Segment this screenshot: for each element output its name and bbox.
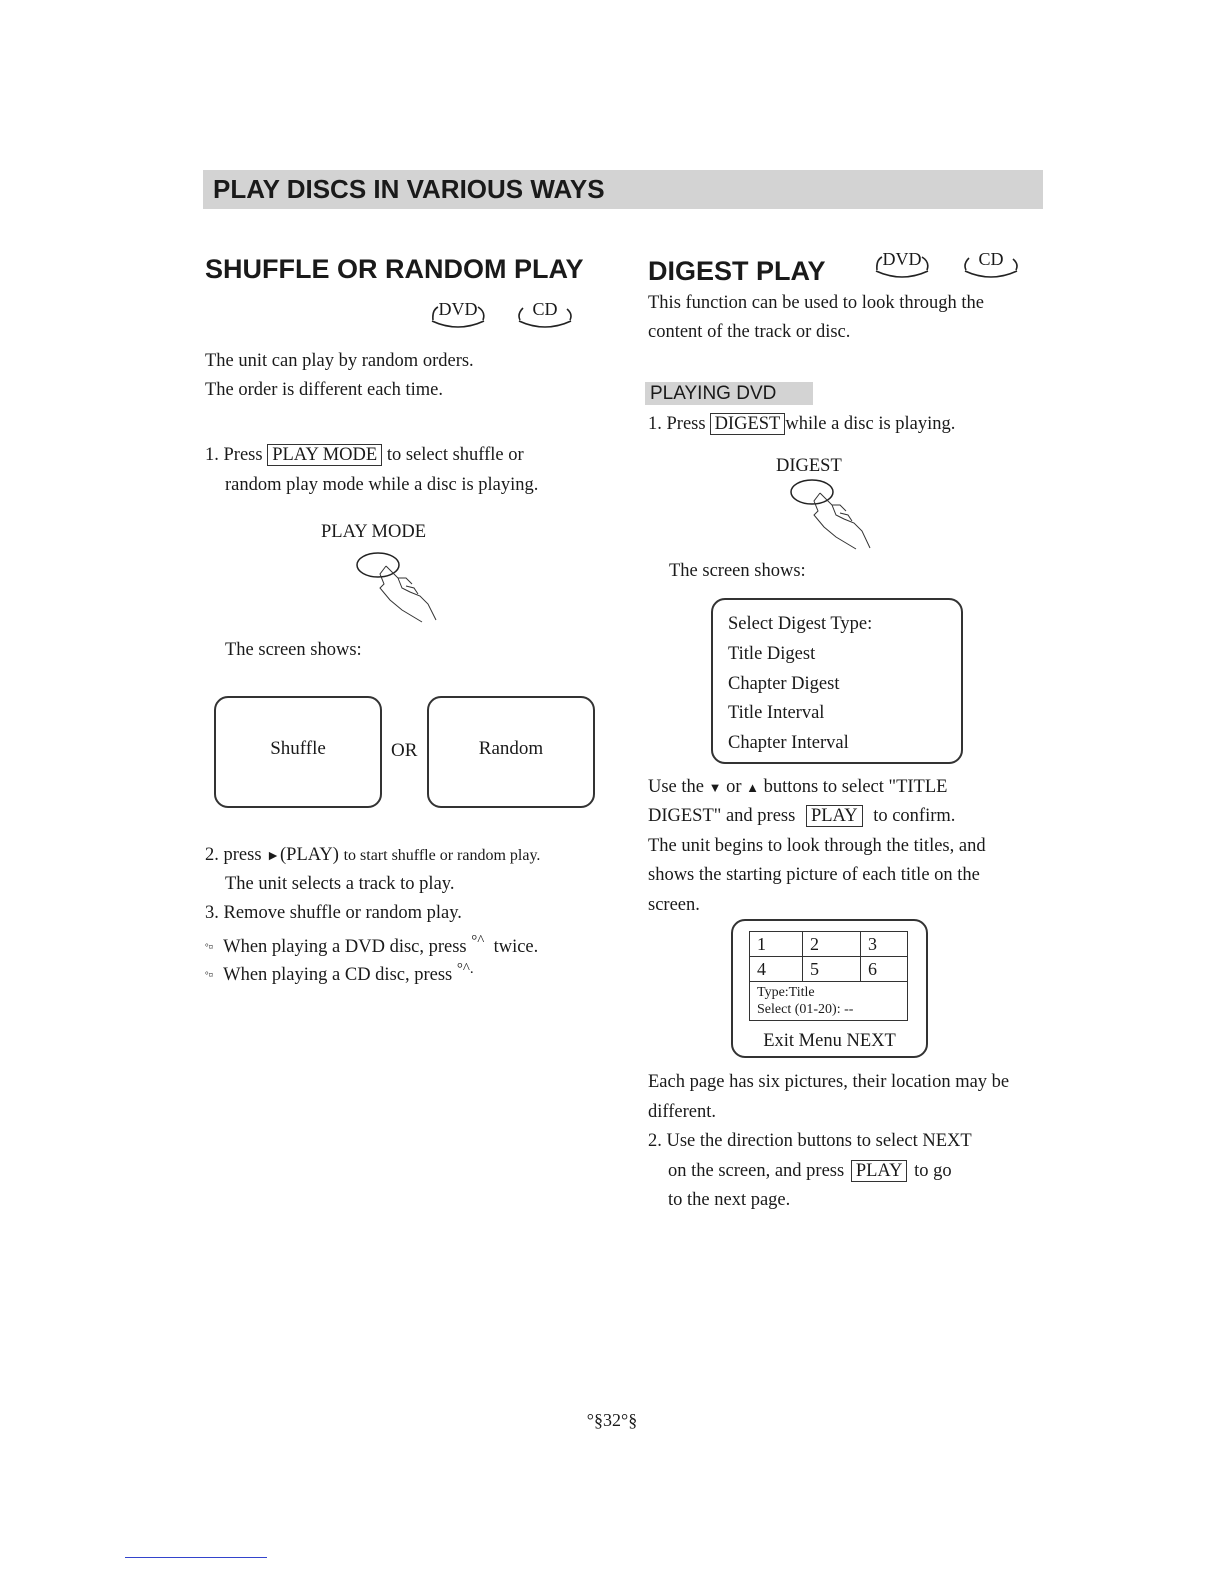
digest-screen-shows: The screen shows: [669,561,806,581]
begins-line-2: shows the starting picture of each title on the [648,865,980,885]
grid-select-text: Select (01-20): -- [757,1002,854,1017]
play-mode-button-ref: PLAY MODE [267,444,382,466]
shuffle-intro-line-1: The unit can play by random orders. [205,351,474,371]
down-arrow-icon: ▼ [708,780,722,795]
digest-grid-screen [731,919,928,1058]
shuffle-step-2: 2. press ►(PLAY) to start shuffle or random play. [205,845,541,865]
grid-type-text: Type:Title [757,985,815,1000]
menu-item-title-interval[interactable]: Title Interval [728,703,825,723]
page-title: PLAY DISCS IN VARIOUS WAYS [213,174,605,204]
grid-cell[interactable]: 5 [803,957,861,982]
playing-dvd-subheading: PLAYING DVD [645,382,813,405]
each-page-line-2: different. [648,1102,716,1122]
section-banner [203,170,1043,209]
thumbnail-grid [749,931,908,1021]
shuffle-screen [214,696,382,808]
shuffle-intro-line-2: The order is different each time. [205,380,443,400]
digest-intro-line-2: content of the track or disc. [648,322,851,342]
digest-intro-line-1: This function can be used to look through the [648,293,985,313]
digest-button-ref: DIGEST [710,413,786,435]
shuffle-step-1: 1. Press PLAY MODE to select shuffle or [205,445,524,465]
menu-item-title-digest[interactable]: Title Digest [728,644,816,664]
footer-rule [125,1557,267,1558]
grid-cell[interactable]: 1 [750,932,803,957]
digest-remote-label: DIGEST [776,456,842,476]
digest-step-2-line-2: on the screen, and press PLAY to go [668,1161,952,1181]
shuffle-screen-shows: The screen shows: [225,640,362,660]
grid-cell[interactable]: 2 [803,932,861,957]
press-finger-icon [788,478,878,556]
shuffle-step-3: 3. Remove shuffle or random play. [205,903,462,923]
grid-footer-nav[interactable]: Exit Menu NEXT [763,1031,896,1051]
play-triangle-icon: ► [266,849,281,864]
bullet-cd: °¤ When playing a CD disc, press °^. [205,961,474,986]
digest-confirm-line: DIGEST" and press PLAY to confirm. [648,806,956,826]
or-text: OR [391,740,418,761]
press-finger-icon [350,548,445,628]
play-mode-remote-label: PLAY MODE [321,522,427,542]
begins-line-1: The unit begins to look through the titles, and [648,836,986,856]
page-number: °§32°§ [586,1410,638,1430]
each-page-line-1: Each page has six pictures, their location may be [648,1072,1010,1092]
shuffle-step-2-line-2: The unit selects a track to play. [225,874,455,894]
digest-step-2: 2. Use the direction buttons to select NEXT [648,1131,972,1151]
dvd-disc-icon: DVD [872,250,932,276]
menu-title: Select Digest Type: [728,614,873,634]
digest-heading: DIGEST PLAY [648,256,826,286]
up-arrow-icon: ▲ [746,780,760,795]
play-button-ref: PLAY [806,805,863,827]
shuffle-screen-text: Shuffle [270,738,326,759]
play-button-ref: PLAY [851,1160,908,1182]
menu-item-chapter-digest[interactable]: Chapter Digest [728,674,840,694]
grid-cell[interactable]: 4 [750,957,803,982]
begins-line-3: screen. [648,895,700,915]
cd-disc-icon: CD [515,300,575,326]
grid-cell[interactable]: 3 [861,932,908,957]
menu-item-chapter-interval[interactable]: Chapter Interval [728,733,849,753]
digest-menu-screen [711,598,963,764]
grid-cell[interactable]: 6 [861,957,908,982]
random-screen-text: Random [478,738,544,759]
use-arrows-line: Use the ▼ or ▲ buttons to select "TITLE [648,777,948,797]
random-screen [427,696,595,808]
cd-disc-icon: CD [961,250,1021,276]
dvd-disc-icon: DVD [428,300,488,326]
shuffle-step-1-line-2: random play mode while a disc is playing. [225,475,539,495]
shuffle-heading: SHUFFLE OR RANDOM PLAY [205,254,584,284]
digest-step-1: 1. Press DIGEST while a disc is playing. [648,414,956,434]
grid-info-cell [750,982,908,1021]
bullet-dvd: °¤ When playing a DVD disc, press °^ twice. [205,933,539,958]
digest-step-2-line-3: to the next page. [668,1190,791,1210]
